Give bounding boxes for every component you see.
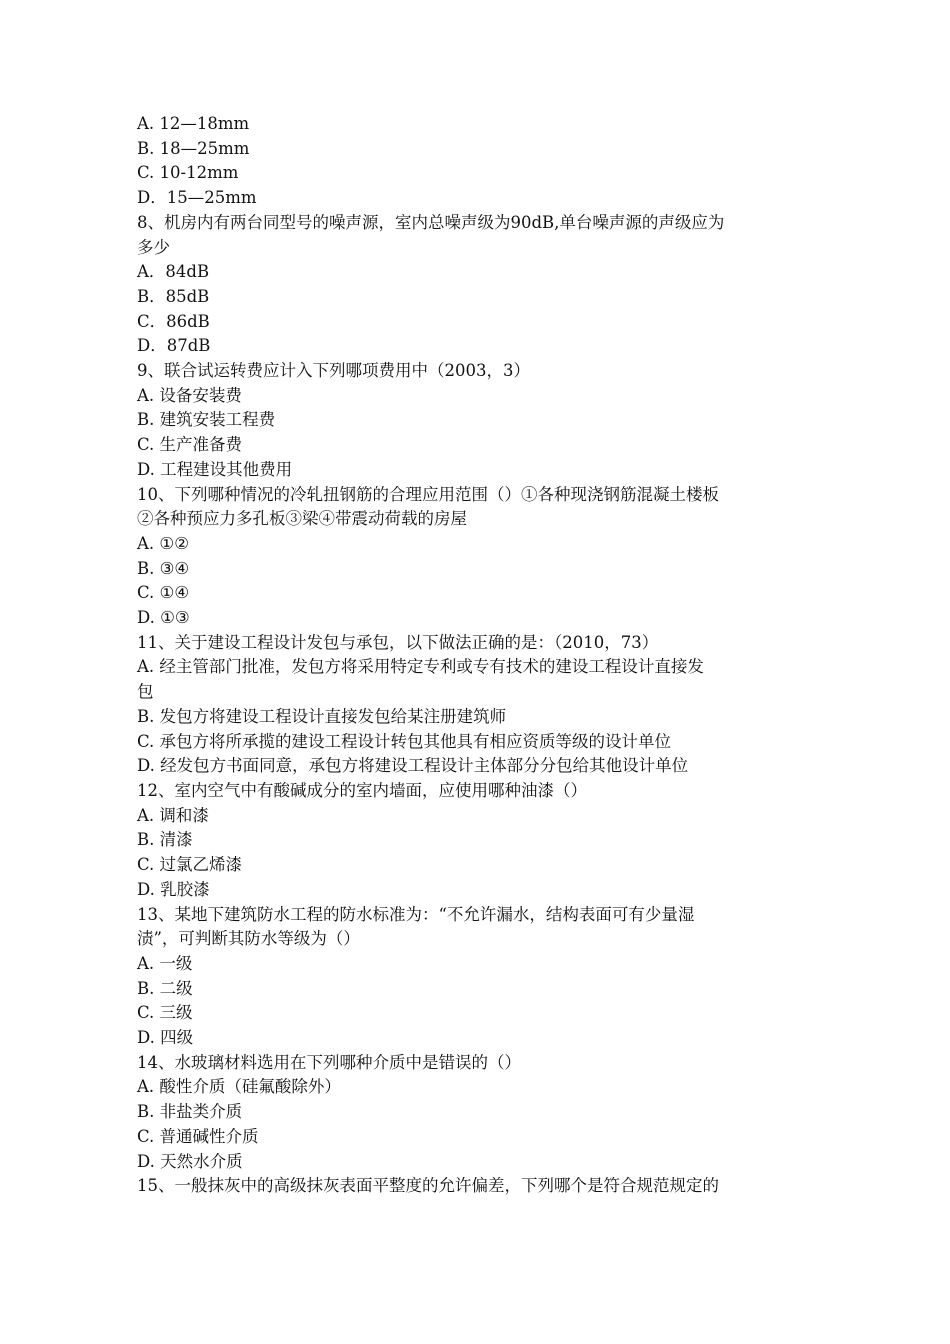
answer-option-continued: 包 [137, 682, 154, 702]
question-text: 9、联合试运转费应计入下列哪项费用中（2003，3） [137, 361, 530, 381]
question-text: 15、一般抹灰中的高级抹灰表面平整度的允许偏差，下列哪个是符合规范规定的 [137, 1176, 719, 1196]
question-text-continued: ②各种预应力多孔板③梁④带震动荷载的房屋 [137, 509, 467, 529]
answer-option: A．84dB [137, 262, 210, 282]
answer-option: C．86dB [137, 311, 210, 331]
answer-option: C. 过氯乙烯漆 [137, 855, 243, 875]
answer-option: A. 酸性介质（硅氟酸除外） [137, 1077, 341, 1097]
answer-option: D. ①③ [137, 608, 190, 628]
answer-option: A. ①② [137, 533, 189, 553]
question-text: 12、室内空气中有酸碱成分的室内墙面，应使用哪种油漆（） [137, 780, 587, 800]
question-text: 14、水玻璃材料选用在下列哪种介质中是错误的（） [137, 1052, 521, 1072]
answer-option: B. 发包方将建设工程设计直接发包给某注册建筑师 [137, 706, 507, 726]
answer-option: D. 天然水介质 [137, 1151, 243, 1171]
answer-option: C. 三级 [137, 1003, 193, 1023]
answer-option: C. 生产准备费 [137, 435, 243, 455]
answer-option: D．15—25mm [137, 188, 257, 208]
question-text: 13、某地下建筑防水工程的防水标准为：“不允许漏水，结构表面可有少量湿 [137, 904, 695, 924]
answer-option: A. 一级 [137, 953, 193, 973]
answer-option: A. 调和漆 [137, 805, 209, 825]
answer-option: D．87dB [137, 336, 211, 356]
question-text-continued: 多少 [137, 237, 170, 257]
question-text-continued: 渍”，可判断其防水等级为（） [137, 929, 360, 949]
answer-option: B. 二级 [137, 978, 193, 998]
question-text: 10、下列哪种情况的冷轧扭钢筋的合理应用范围（）①各种现浇钢筋混凝土楼板 [137, 484, 719, 504]
answer-option: A. 设备安装费 [137, 385, 242, 405]
answer-option: B. 建筑安装工程费 [137, 410, 276, 430]
answer-option: C. 普通碱性介质 [137, 1126, 259, 1146]
answer-option: A. 经主管部门批准，发包方将采用特定专利或专有技术的建设工程设计直接发 [137, 657, 704, 677]
question-text: 8、机房内有两台同型号的噪声源，室内总噪声级为90dB,单台噪声源的声级应为 [137, 212, 725, 232]
answer-option: A. 12—18mm [137, 114, 250, 133]
answer-option: B．85dB [137, 286, 210, 306]
answer-option: D. 乳胶漆 [137, 879, 210, 899]
answer-option: B. 18—25mm [137, 138, 250, 158]
answer-option: B. ③④ [137, 558, 190, 578]
answer-option: B. 清漆 [137, 830, 193, 850]
answer-option: B. 非盐类介质 [137, 1102, 243, 1122]
answer-option: C. ①④ [137, 583, 190, 603]
question-text: 11、关于建设工程设计发包与承包，以下做法正确的是：（2010，73） [137, 632, 659, 652]
question-list [137, 112, 827, 1199]
answer-option: D. 经发包方书面同意，承包方将建设工程设计主体部分分包给其他设计单位 [137, 756, 689, 776]
answer-option: C. 10-12mm [137, 163, 239, 183]
answer-option: D. 工程建设其他费用 [137, 459, 293, 479]
answer-option: C. 承包方将所承揽的建设工程设计转包其他具有相应资质等级的设计单位 [137, 731, 672, 751]
answer-option: D. 四级 [137, 1028, 194, 1048]
